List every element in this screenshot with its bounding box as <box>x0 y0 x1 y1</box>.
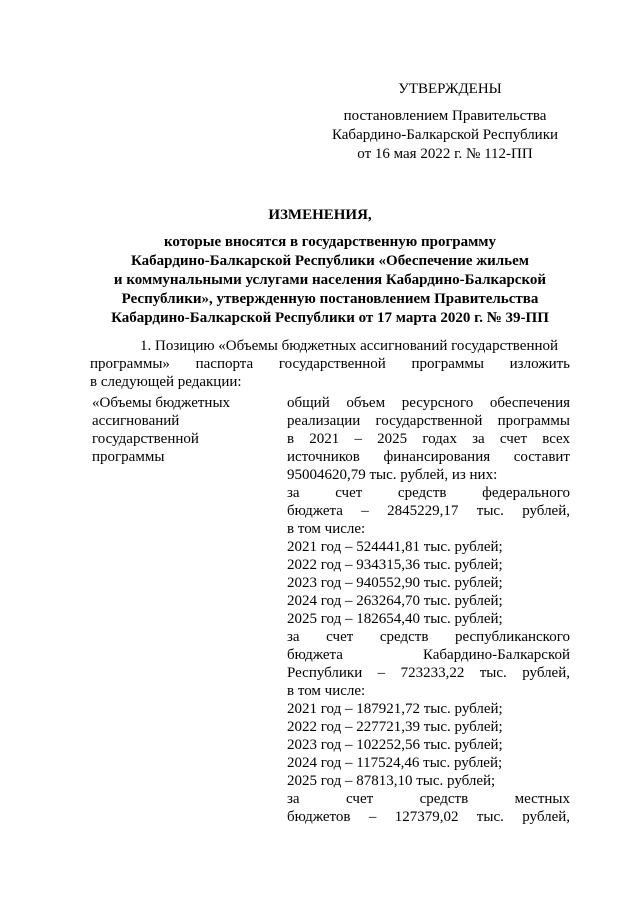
right-cell-line: 2024 год – 263264,70 тыс. рублей; <box>287 593 503 609</box>
right-cell-line: 2022 год – 934315,36 тыс. рублей; <box>287 557 503 573</box>
left-cell-line: программы <box>92 449 165 465</box>
right-cell-line: 2022 год – 227721,39 тыс. рублей; <box>287 719 503 735</box>
right-cell-line: в том числе: <box>287 683 366 699</box>
table-right-cell <box>287 394 570 826</box>
approval-line: Кабардино-Балкарской Республики <box>331 127 559 143</box>
right-cell-line: общий объем ресурсного обеспечения <box>287 395 570 411</box>
right-cell-line: за счет средств республиканского <box>287 629 570 645</box>
intro-paragraph <box>90 337 570 391</box>
subtitle-line: и коммунальными услугами населения Кабардино-Балкарской <box>113 272 547 288</box>
right-cell-line: 2023 год – 102252,56 тыс. рублей; <box>287 737 503 753</box>
right-cell-line: 2024 год – 117524,46 тыс. рублей; <box>287 755 503 771</box>
right-cell-line: источников финансирования составит <box>287 449 570 465</box>
table-left-cell <box>92 394 272 466</box>
approval-block <box>325 80 565 164</box>
right-cell-line: за счет средств федерального <box>287 485 570 501</box>
right-cell-line: в 2021 – 2025 годах за счет всех <box>287 431 570 447</box>
left-cell-line: ассигнований <box>92 413 180 429</box>
right-cell-line: бюджета – 2845229,17 тыс. рублей, <box>287 503 570 519</box>
intro-line: 1. Позицию «Объемы бюджетных ассигнований государственной <box>140 338 559 354</box>
right-cell-line: реализации государственной программы <box>287 413 570 429</box>
right-cell-line: в том числе: <box>287 521 366 537</box>
right-cell-line: бюджетов – 127379,02 тыс. рублей, <box>287 809 570 825</box>
approval-heading: УТВЕРЖДЕНЫ <box>398 81 502 97</box>
subtitle-line: Кабардино-Балкарской Республики «Обеспечение жильем <box>131 253 529 269</box>
right-cell-line: 2021 год – 187921,72 тыс. рублей; <box>287 701 503 717</box>
right-cell-line: за счет средств местных <box>287 791 570 807</box>
approval-line: от 16 мая 2022 г. № 112-ПП <box>357 146 533 162</box>
intro-line: программы» паспорта государственной программы изложить <box>90 356 570 372</box>
left-cell-line: государственной <box>92 431 199 447</box>
right-cell-line: 95004620,79 тыс. рублей, из них: <box>287 467 498 483</box>
approval-line: постановлением Правительства <box>343 108 547 124</box>
right-cell-line: 2021 год – 524441,81 тыс. рублей; <box>287 539 503 555</box>
right-cell-line: Республики – 723233,22 тыс. рублей, <box>287 665 570 681</box>
subtitle-line: Кабардино-Балкарской Республики от 17 марта 2020 г. № 39-ПП <box>111 310 549 326</box>
right-cell-line: 2025 год – 87813,10 тыс. рублей; <box>287 773 496 789</box>
right-cell-line: 2023 год – 940552,90 тыс. рублей; <box>287 575 503 591</box>
subtitle-line: которые вносятся в государственную программу <box>163 234 497 250</box>
document-title: ИЗМЕНЕНИЯ, <box>268 207 372 223</box>
intro-line: в следующей редакции: <box>90 374 242 390</box>
document-subtitle <box>90 233 570 328</box>
subtitle-line: Республики», утвержденную постановлением Правительства <box>121 291 539 307</box>
right-cell-line: бюджета Кабардино-Балкарской <box>287 647 570 663</box>
right-cell-line: 2025 год – 182654,40 тыс. рублей; <box>287 611 503 627</box>
left-cell-line: «Объемы бюджетных <box>92 395 231 411</box>
